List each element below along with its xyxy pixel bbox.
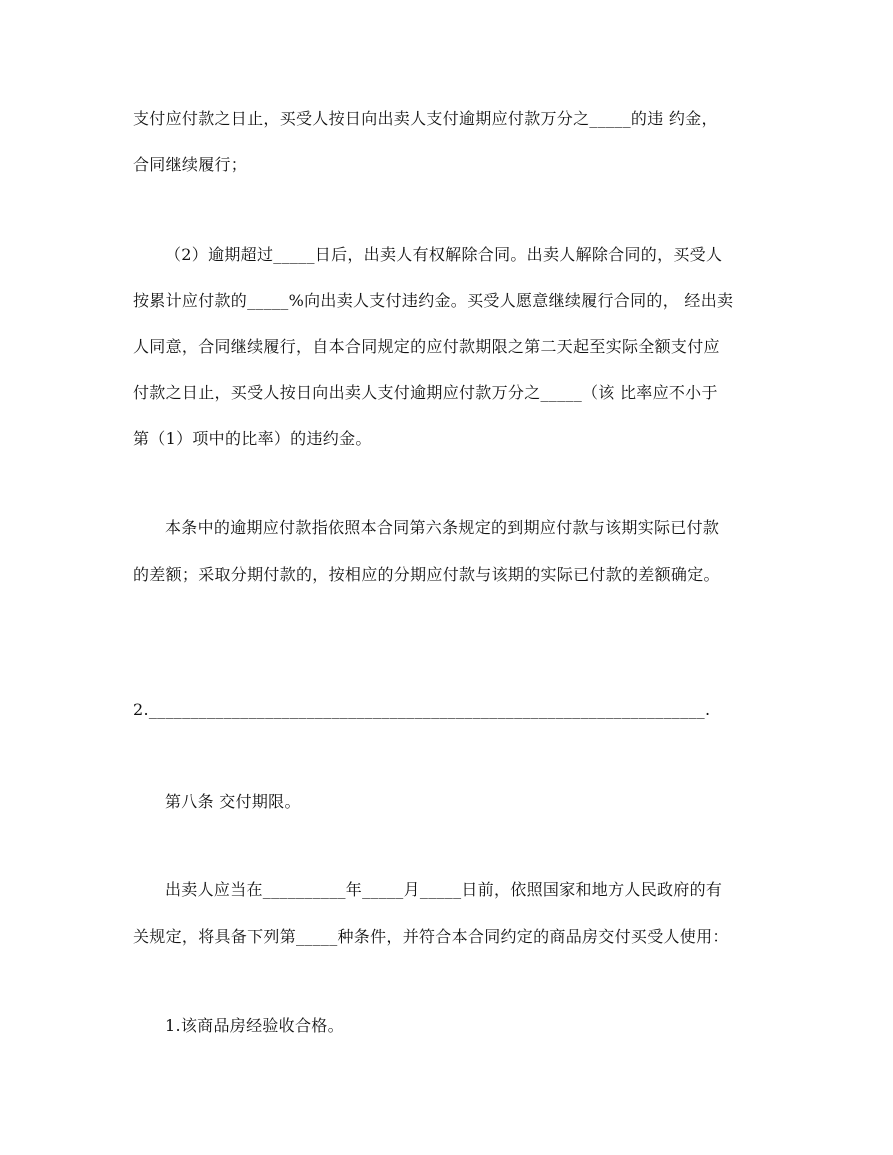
text-line-7: 第（1）项中的比率）的违约金。 bbox=[133, 429, 372, 448]
text-line-2: 合同继续履行； bbox=[133, 155, 248, 174]
article-heading: 第八条 交付期限。 bbox=[165, 792, 301, 811]
text-line-13: 关规定，将具备下列第_____种条件，并符合本合同约定的商品房交付买受人使用： bbox=[133, 927, 729, 946]
text-line-12: 出卖人应当在__________年_____月_____日前，依照国家和地方人民政府的有 bbox=[165, 880, 723, 899]
numbered-blank-line: 2.___________________________________________________________________. bbox=[133, 700, 711, 719]
text-line-9: 的差额；采取分期付款的，按相应的分期应付款与该期的实际已付款的差额确定。 bbox=[133, 565, 720, 584]
list-item-1: 1.该商品房经验收合格。 bbox=[165, 1016, 344, 1035]
text-line-8: 本条中的逾期应付款指依照本合同第六条规定的到期应付款与该期实际已付款 bbox=[165, 518, 720, 537]
text-line-4: 按累计应付款的_____%向出卖人支付违约金。买受人愿意继续履行合同的， 经出卖 bbox=[133, 291, 734, 310]
text-line-3: （2）逾期超过_____日后，出卖人有权解除合同。出卖人解除合同的，买受人 bbox=[165, 245, 723, 264]
text-line-6: 付款之日止，买受人按日向出卖人支付逾期应付款万分之_____（该 比率应不小于 bbox=[133, 383, 718, 402]
text-line-1: 支付应付款之日止，买受人按日向出卖人支付逾期应付款万分之_____的违 约金， bbox=[133, 109, 718, 128]
text-line-5: 人同意，合同继续履行，自本合同规定的应付款期限之第二天起至实际全额支付应 bbox=[133, 337, 720, 356]
